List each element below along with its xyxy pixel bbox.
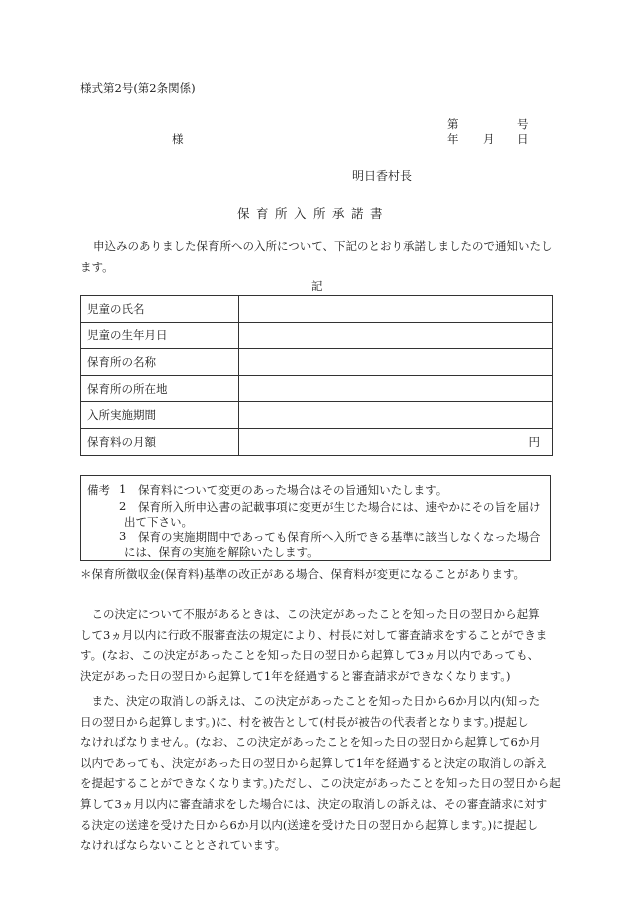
paragraph-line: 算して3ヵ月以内に審査請求をした場合には、決定の取消しの訴えは、その審査請求に対す bbox=[80, 796, 548, 811]
paragraph-line: 日の翌日から起算します。)に、村を被告として(村長が被告の代表者となります。)提起し bbox=[80, 714, 529, 729]
recipient-honorific: 様 bbox=[172, 132, 184, 146]
issuer-name: 明日香村長 bbox=[352, 169, 413, 183]
document-title: 保育所入所承諾書 bbox=[237, 206, 390, 221]
remark-text: 保育料について変更のあった場合はその旨通知いたします。 bbox=[138, 483, 448, 497]
remarks-label: 備考 bbox=[87, 483, 110, 497]
row-value bbox=[239, 402, 553, 429]
number-prefix: 第 bbox=[447, 117, 459, 131]
row-label: 保育所の名称 bbox=[81, 349, 239, 376]
table-row bbox=[81, 296, 553, 323]
remark-text: 出て下さい。 bbox=[124, 515, 193, 529]
remark-text: 保育の実施期間中であっても保育所へ入所できる基準に該当しなくなった場合 bbox=[138, 530, 541, 544]
table-row bbox=[81, 402, 553, 429]
form-number: 様式第2号(第2条関係) bbox=[80, 81, 196, 95]
paragraph-line: る決定の送達を受けた日から6か月以内(送達を受けた日の翌日から起算します。)に提起し bbox=[80, 817, 539, 832]
remark-number: 3 bbox=[119, 529, 127, 543]
notice-text: 申込みのありました保育所への入所について、下記のとおり承諾しましたので通知いたします。 bbox=[80, 239, 553, 274]
appeal-paragraph-lawsuit bbox=[80, 691, 561, 856]
paragraph-line: 決定があった日の翌日から起算して1年を経過すると審査請求ができなくなります。) bbox=[80, 668, 511, 683]
row-value bbox=[239, 322, 553, 349]
row-value bbox=[239, 296, 553, 323]
remark-number: 1 bbox=[119, 482, 127, 496]
table-row bbox=[81, 428, 553, 455]
row-value bbox=[239, 375, 553, 402]
row-label: 児童の生年月日 bbox=[81, 322, 239, 349]
remark-text: には、保育の実施を解除いたします。 bbox=[124, 545, 319, 559]
date-line bbox=[447, 131, 529, 147]
remark-number: 2 bbox=[119, 499, 127, 513]
appeal-paragraph-review bbox=[80, 604, 553, 686]
row-label: 保育所の所在地 bbox=[81, 375, 239, 402]
date-month-label: 月 bbox=[483, 132, 495, 146]
paragraph-line: なければなりません。(なお、この決定があったことを知った日の翌日から起算して6か月 bbox=[80, 735, 541, 750]
table-row bbox=[81, 322, 553, 349]
number-suffix: 号 bbox=[517, 117, 529, 131]
paragraph-line: して3ヵ月以内に行政不服審査法の規定により、村長に対して審査請求をすることができま bbox=[80, 627, 548, 642]
table-row bbox=[81, 349, 553, 376]
fee-footnote: ＊保育所徴収金(保育料)基準の改正がある場合、保育料が変更になることがあります。 bbox=[80, 567, 526, 581]
row-label: 児童の氏名 bbox=[81, 296, 239, 323]
paragraph-line: を提起することができなくなります。)ただし、この決定があったことを知った日の翌日から起 bbox=[80, 776, 561, 791]
date-year-label: 年 bbox=[447, 132, 459, 146]
row-label: 入所実施期間 bbox=[81, 402, 239, 429]
paragraph-line: なければならないこととされています。 bbox=[80, 838, 287, 853]
ki-heading: 記 bbox=[311, 279, 323, 293]
date-day-label: 日 bbox=[517, 132, 529, 146]
detail-table bbox=[80, 295, 553, 456]
paragraph-line: 以内であっても、決定があった日の翌日から起算して1年を経過すると決定の取消しの訴え bbox=[80, 755, 548, 770]
paragraph-line: す。(なお、この決定があったことを知った日の翌日から起算して3ヵ月以内であっても、 bbox=[80, 648, 540, 663]
table-row bbox=[81, 375, 553, 402]
paragraph-line: この決定について不服があるときは、この決定があったことを知った日の翌日から起算 bbox=[80, 607, 540, 621]
row-label: 保育料の月額 bbox=[81, 428, 239, 455]
remark-text: 保育所入所申込書の記載事項に変更が生じた場合には、速やかにその旨を届け bbox=[138, 500, 541, 514]
row-value bbox=[239, 349, 553, 376]
row-value: 円 bbox=[239, 428, 553, 455]
paragraph-line: また、決定の取消しの訴えは、この決定があったことを知った日から6か月以内(知った bbox=[80, 694, 541, 708]
